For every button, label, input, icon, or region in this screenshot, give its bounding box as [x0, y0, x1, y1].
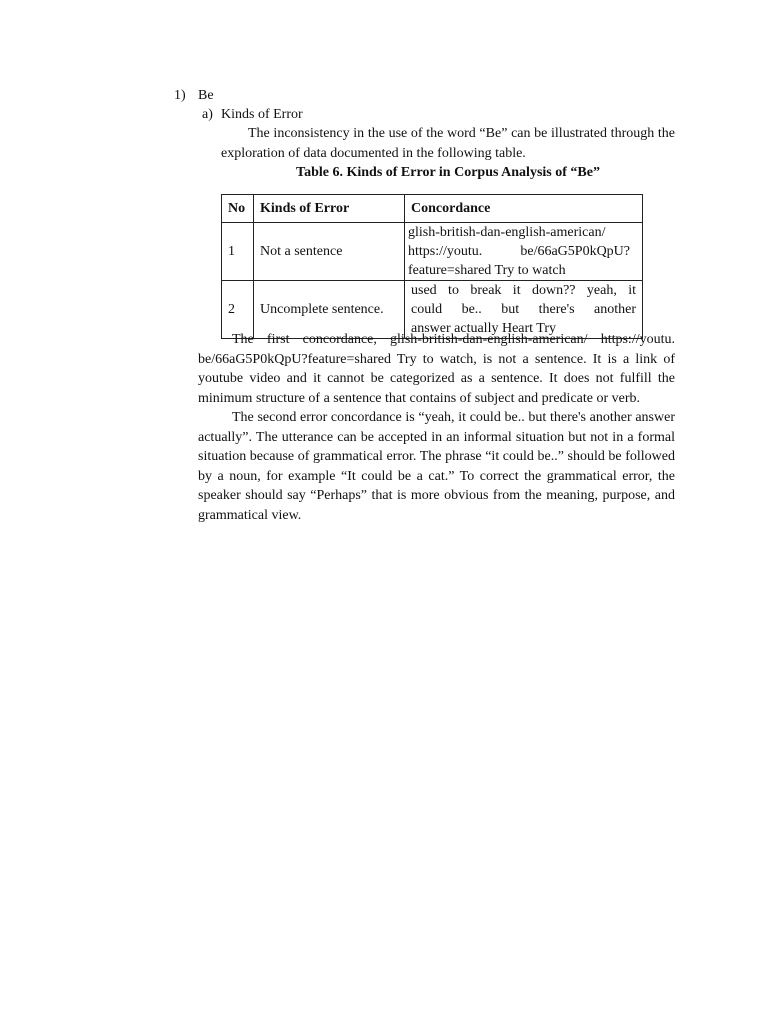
section-heading: Be [198, 88, 214, 103]
paragraph: The first concordance, glish-british-dan-english-american/ https://youtu. be/66aG5P0kQpU?feature=shared Try to watch, is not a sentence. It is a link of youtube video and it cannot be categorized as a sentence. It does not fulfill the minimum structure of a sentence that contains of subject and predicate or verb. [198, 332, 675, 406]
table-caption: Table 6. Kinds of Error in Corpus Analysis of “Be” [296, 165, 600, 180]
list-letter: a) [202, 107, 213, 122]
cell-kind: Uncomplete sentence. [254, 281, 405, 339]
list-item-level2 [202, 105, 303, 125]
concordance-line: answer actually Heart Try [411, 321, 557, 336]
concordance-line: https://youtu. be/66aG5P0kQpU? [408, 244, 630, 259]
concordance-line: used to break it down?? yeah, it [411, 283, 636, 298]
list-item-level1 [174, 86, 214, 106]
list-number: 1) [174, 88, 186, 103]
paragraph: The second error concordance is “yeah, it could be.. but there's another answer actually”. The utterance can be accepted in an informal situation but not in a formal situation because of grammatical error. The phrase “it could be..” should be followed by a noun, for example “It could be a cat.” To correct the grammatical error, the speaker should say “Perhaps” that is more obvious from the meaning, purpose, and grammatical view. [198, 410, 675, 523]
concordance-line: glish-british-dan-english-american/ [408, 225, 606, 240]
intro-paragraph-block [221, 124, 675, 163]
header-concordance: Concordance [405, 195, 643, 223]
cell-no: 1 [222, 223, 254, 281]
intro-paragraph: The inconsistency in the use of the word “Be” can be illustrated through the exploration of data documented in the following table. [221, 126, 675, 161]
body-text [198, 330, 675, 525]
table-row [222, 223, 643, 281]
concordance-line: could be.. but there's another [411, 302, 636, 317]
header-kind: Kinds of Error [254, 195, 405, 223]
cell-no: 2 [222, 281, 254, 339]
table-header-row [222, 195, 643, 223]
error-table [221, 194, 643, 339]
cell-kind: Not a sentence [254, 223, 405, 281]
subsection-heading: Kinds of Error [221, 107, 303, 122]
concordance-line: feature=shared Try to watch [408, 263, 566, 278]
header-no: No [222, 195, 254, 223]
cell-concordance [405, 223, 643, 281]
